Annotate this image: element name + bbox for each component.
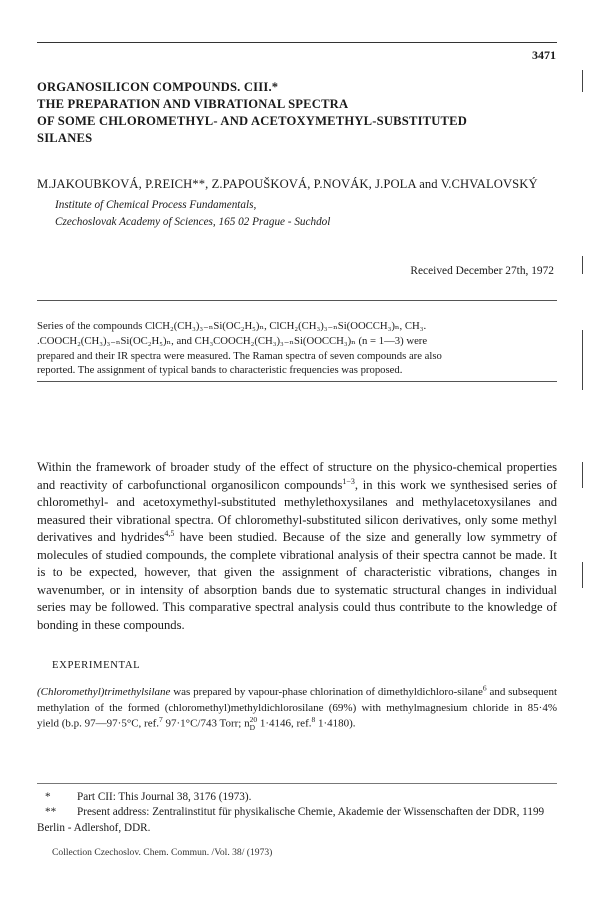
introduction-paragraph xyxy=(37,459,557,634)
title-line-3: SILANES xyxy=(37,131,93,145)
footnote-rule xyxy=(37,783,557,784)
exp-text-2: and subsequent methylation of the formed (chloromethyl)methyldichlorosilane (69%) with methylmagnesium chloride in 85·4% yield (b.p. 97—97·5°C, ref. xyxy=(37,686,558,730)
margin-mark xyxy=(582,330,583,390)
citation-ref-4-5[interactable]: 4,5 xyxy=(164,528,175,538)
experimental-paragraph xyxy=(37,685,557,732)
abstract-line-4: reported. The assignment of typical bands to characteristic frequencies was proposed. xyxy=(37,364,403,377)
footnote-2 xyxy=(37,805,557,836)
title-line-1: THE PREPARATION AND VIBRATIONAL SPECTRA xyxy=(37,97,349,111)
experimental-heading: EXPERIMENTAL xyxy=(52,659,141,671)
citation-ref-6[interactable]: 6 xyxy=(482,683,487,693)
footnotes xyxy=(37,790,557,836)
intro-text-3: have been studied. Because of the size and generally low symmetry of molecules of studied compounds, the complete vibrational analysis of their spectra cannot be made. It is to be expected, however, that given the assignment of characteristic vibrations, changes in wavenumber, or in intensity of absorption bands due to systematic structural changes in individual series may be followed. This comparative spectral analysis could thus contribute to the knowledge of bonding in these compounds. xyxy=(37,530,557,632)
abstract-line-3: prepared and their IR spectra were measured. The Raman spectra of seven compounds are also xyxy=(37,349,442,362)
affiliation-line-1: Institute of Chemical Process Fundamentals, xyxy=(55,199,257,211)
abstract-rule-bottom xyxy=(37,381,557,382)
nd-superscript: 20 xyxy=(249,715,258,724)
intro-text-2: , in this work we synthesised series of chloromethyl- and acetoxymethyl-substituted methylethoxysilanes and methylacetoxysilanes and measured their vibrational spectra. Of chloromethyl-substituted silicon derivatives, only some methyl derivatives and hydrides xyxy=(37,477,558,544)
abstract xyxy=(37,319,557,378)
header-rule xyxy=(37,42,557,43)
exp-text-1: was prepared by vapour-phase chlorination of dimethyldichloro-silane xyxy=(170,686,483,698)
citation-ref-8[interactable]: 8 xyxy=(311,714,316,724)
abstract-line-2: .COOCH₂(CH₃)₃₋ₙSi(OC₂H₅)ₙ, and CH₃COOCH₂(CH₃)₃₋ₙSi(OOCCH₃)ₙ (n = 1—3) were xyxy=(37,334,428,347)
exp-text-5: 1·4180). xyxy=(315,717,356,730)
footnote-text-1: Part CII: This Journal 38, 3176 (1973). xyxy=(77,791,252,803)
series-title: ORGANOSILICON COMPOUNDS. CIII.* xyxy=(37,80,279,94)
nd-subscript: D xyxy=(249,723,256,732)
received-date: Received December 27th, 1972 xyxy=(410,265,554,277)
margin-mark xyxy=(582,70,583,92)
footnote-mark-2: ** xyxy=(45,806,57,819)
intro-text-1: Within the framework of broader study of the effect of structure on the physico-chemical properties and reactivity of carbofunctional organosilicon compounds xyxy=(37,460,557,492)
abstract-line-1: Series of the compounds ClCH₂(CH₃)₃₋ₙSi(OC₂H₅)ₙ, ClCH₂(CH₃)₃₋ₙSi(OOCCH₃)ₙ, CH₃. xyxy=(37,320,427,332)
refractive-index-marks xyxy=(250,716,258,732)
compound-name: (Chloromethyl)trimethylsilane xyxy=(37,686,171,698)
authors: M.JAKOUBKOVÁ, P.REICH**, Z.PAPOUŠKOVÁ, P.NOVÁK, J.POLA and V.CHVALOVSKÝ xyxy=(37,177,538,191)
footnote-mark-1: * xyxy=(45,791,51,803)
margin-mark xyxy=(582,256,583,274)
affiliation-line-2: Czechoslovak Academy of Sciences, 165 02 Prague - Suchdol xyxy=(55,216,331,228)
margin-mark xyxy=(582,462,583,488)
title-line-2: OF SOME CHLOROMETHYL- AND ACETOXYMETHYL-SUBSTITUTED xyxy=(37,114,468,128)
footnote-text-2: Present address: Zentralinstitut für physikalische Chemie, Akademie der Wissenschaften der DDR, 1199 Berlin - Adlershof, DDR. xyxy=(37,806,545,834)
exp-text-4: 1·4146, ref. xyxy=(257,717,312,730)
page-number: 3471 xyxy=(532,48,556,62)
citation-ref-1-3[interactable]: 1−3 xyxy=(342,476,355,486)
journal-footer: Collection Czechoslov. Chem. Commun. /Vol. 38/ (1973) xyxy=(52,847,273,858)
margin-mark xyxy=(582,562,583,588)
abstract-rule-top xyxy=(37,300,557,301)
citation-ref-7[interactable]: 7 xyxy=(159,714,163,724)
footnote-1 xyxy=(37,790,557,805)
title-block xyxy=(37,79,557,147)
affiliation xyxy=(55,197,330,231)
exp-text-3: 97·1°C/743 Torr; n xyxy=(162,717,250,730)
